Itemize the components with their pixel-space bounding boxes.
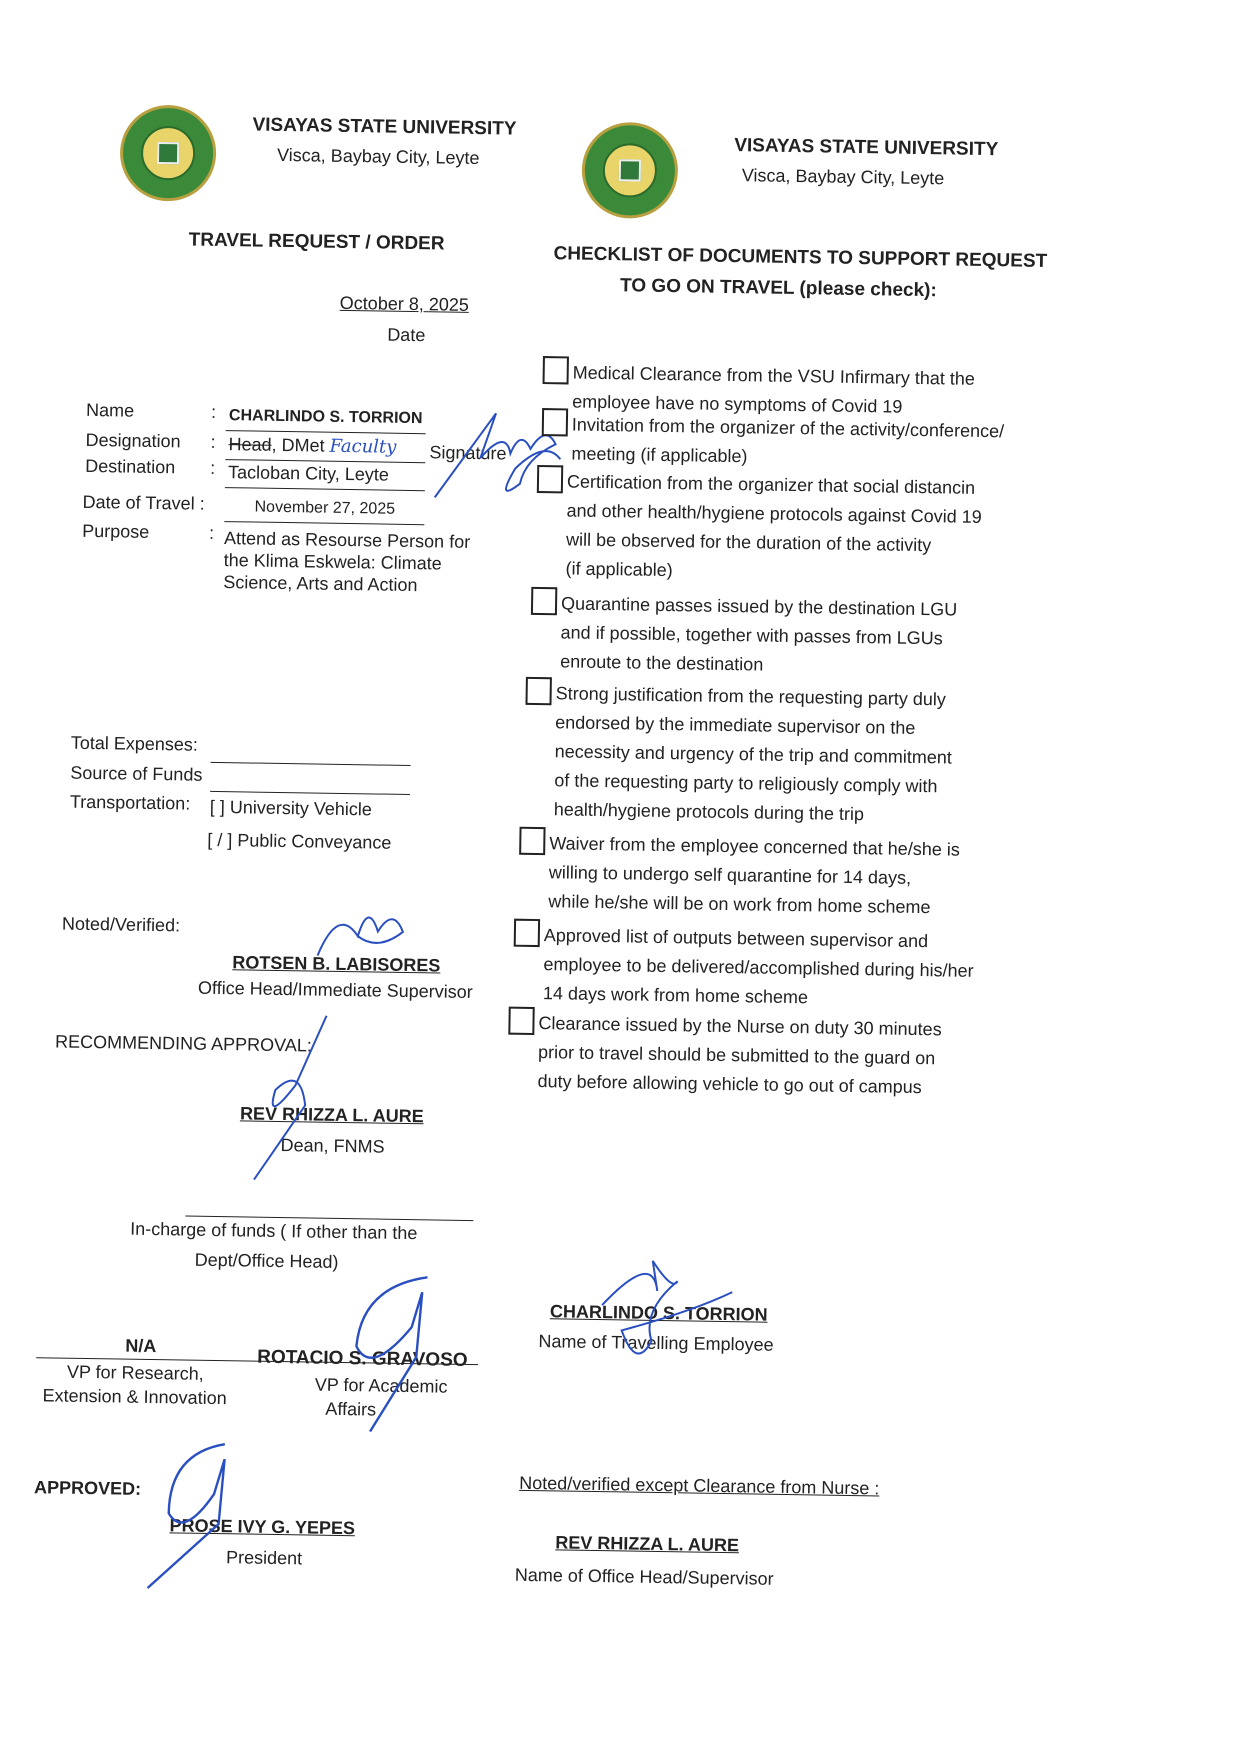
president-name: PROSE IVY G. YEPES	[169, 1515, 356, 1539]
president-title: President	[225, 1547, 303, 1569]
checklist-item-line: health/hygiene protocols during the trip	[553, 799, 865, 825]
form-title: TRAVEL REQUEST / ORDER	[188, 229, 445, 255]
checklist-item-line: meeting (if applicable)	[571, 443, 748, 467]
name-label: Name	[85, 399, 135, 421]
vsu-logo-right	[581, 122, 678, 219]
checklist-item-line: Clearance issued by the Nurse on duty 30 minutes	[538, 1013, 942, 1040]
checklist-item-line: and other health/hygiene protocols against Covid 19	[566, 500, 982, 527]
vp-research-title-2: Extension & Innovation	[42, 1385, 227, 1409]
university-address-left: Visca, Baybay City, Leyte	[276, 144, 480, 169]
checklist-checkbox[interactable]	[525, 677, 551, 705]
checklist-item-line: duty before allowing vehicle to go out of campus	[537, 1071, 922, 1098]
checklist-item-line: of the requesting party to religiously comply with	[554, 770, 938, 797]
checklist-item-line: Approved list of outputs between supervisor and	[543, 925, 929, 952]
destination-label: Destination	[85, 455, 176, 478]
recommending-name: REV RHIZZA L. AURE	[239, 1103, 424, 1127]
transportation-label: Transportation:	[69, 791, 191, 814]
checklist-item-line: Medical Clearance from the VSU Infirmary that the	[572, 362, 975, 389]
transport-public-conveyance[interactable]: [ / ] Public Conveyance	[207, 829, 392, 853]
colon: :	[210, 401, 217, 422]
date-of-travel-value: November 27, 2025	[254, 498, 396, 518]
designation-value	[228, 434, 396, 458]
checklist-item-line: will be observed for the duration of the activity	[565, 529, 932, 556]
checklist-item	[543, 921, 1004, 1015]
designation-label: Designation	[85, 429, 181, 452]
vp-research-title-1: VP for Research,	[66, 1361, 204, 1384]
checklist-item	[548, 829, 1009, 923]
checklist-checkbox[interactable]	[543, 356, 569, 384]
checklist-item-line: employee to be delivered/accomplished during his/her	[543, 954, 974, 981]
purpose-value: Attend as Resourse Person for the Klima Eskwela: Climate Science, Arts and Action	[223, 528, 471, 596]
noted-except: Noted/verified except Clearance from Nurse :	[519, 1472, 880, 1499]
checklist	[13, 0, 1240, 10]
vp-research-name: N/A	[125, 1335, 157, 1357]
checklist-checkbox[interactable]	[514, 919, 540, 947]
checklist-item	[537, 1009, 998, 1103]
checklist-item	[554, 679, 1016, 831]
approved-label: APPROVED:	[33, 1477, 142, 1499]
checklist-item-line: Invitation from the organizer of the activity/conference/	[571, 414, 1005, 442]
checklist-item-line: prior to travel should be submitted to the guard on	[537, 1042, 936, 1069]
signature-aure	[244, 1004, 337, 1185]
checklist-item	[571, 411, 1032, 476]
total-expenses-label: Total Expenses:	[70, 732, 199, 755]
checklist-item	[565, 467, 1027, 590]
purpose-label: Purpose	[82, 520, 150, 542]
checklist-item-line: willing to undergo self quarantine for 14 days,	[548, 862, 912, 888]
signature-label: Signature	[429, 442, 507, 464]
designation-handwritten: Faculty	[329, 435, 397, 458]
designation-dept: , DMet	[271, 434, 325, 456]
funds-line-2: Dept/Office Head)	[194, 1249, 339, 1272]
transport-university-vehicle[interactable]: [ ] University Vehicle	[209, 796, 373, 820]
checklist-item-line: Quarantine passes issued by the destination LGU	[560, 593, 958, 620]
recommending-title: Dean, FNMS	[280, 1135, 385, 1157]
checklist-item-line: while he/she will be on work from home scheme	[548, 891, 931, 918]
checklist-item-line: employee have no symptoms of Covid 19	[572, 391, 903, 417]
supervisor-name: REV RHIZZA L. AURE	[555, 1532, 740, 1556]
checklist-checkbox[interactable]	[542, 408, 568, 436]
vp-academic-title-2: Affairs	[325, 1398, 377, 1420]
vp-academic-title-1: VP for Academic	[314, 1374, 448, 1397]
destination-value: Tacloban City, Leyte	[227, 462, 390, 485]
employee-name: CHARLINDO S. TORRION	[549, 1301, 768, 1325]
date-of-travel-label: Date of Travel :	[82, 491, 205, 514]
checklist-item-line: and if possible, together with passes from LGUs	[560, 622, 943, 649]
funds-line-1: In-charge of funds ( If other than the	[130, 1218, 418, 1244]
signature-yepes	[127, 1433, 249, 1595]
checklist-item-line: endorsed by the immediate supervisor on the	[555, 712, 916, 738]
colon: :	[208, 522, 215, 543]
checklist-item-line: (if applicable)	[565, 558, 673, 581]
request-date: October 8, 2025	[339, 292, 470, 315]
noted-label: Noted/Verified:	[61, 913, 181, 936]
colon: :	[210, 457, 216, 478]
source-of-funds-label: Source of Funds	[70, 762, 203, 785]
checklist-title-1: CHECKLIST OF DOCUMENTS TO SUPPORT REQUEST	[553, 243, 1048, 272]
recommending-label: RECOMMENDING APPROVAL:	[54, 1031, 312, 1056]
date-label: Date	[387, 324, 426, 346]
checklist-checkbox[interactable]	[537, 465, 563, 493]
vsu-logo-left	[119, 104, 216, 201]
colon: :	[210, 431, 216, 452]
checklist-item-line: Waiver from the employee concerned that he/she is	[549, 833, 960, 860]
noted-name: ROTSEN B. LABISORES	[232, 952, 441, 976]
designation-struck: Head	[228, 434, 272, 455]
name-value: CHARLINDO S. TORRION	[228, 407, 423, 428]
checklist-checkbox[interactable]	[531, 587, 557, 615]
noted-title: Office Head/Immediate Supervisor	[197, 977, 473, 1003]
checklist-checkbox[interactable]	[519, 827, 545, 855]
checklist-item-line: Strong justification from the requesting party duly	[555, 683, 946, 710]
checklist-item	[560, 589, 1021, 683]
employee-label: Name of Travelling Employee	[538, 1331, 774, 1355]
checklist-checkbox[interactable]	[508, 1007, 534, 1035]
university-name-right: VISAYAS STATE UNIVERSITY	[734, 135, 999, 161]
checklist-title-2: TO GO ON TRAVEL (please check):	[619, 275, 937, 302]
checklist-item-line: enroute to the destination	[560, 651, 764, 675]
checklist-item-line: 14 days work from home scheme	[542, 983, 809, 1008]
vp-academic-name: ROTACIO S. GRAVOSO	[257, 1346, 468, 1371]
university-name-left: VISAYAS STATE UNIVERSITY	[252, 114, 517, 140]
checklist-item-line: Certification from the organizer that social distancin	[566, 471, 976, 498]
supervisor-label: Name of Office Head/Supervisor	[514, 1564, 774, 1589]
checklist-item-line: necessity and urgency of the trip and commitment	[554, 741, 953, 768]
university-address-right: Visca, Baybay City, Leyte	[741, 165, 945, 189]
